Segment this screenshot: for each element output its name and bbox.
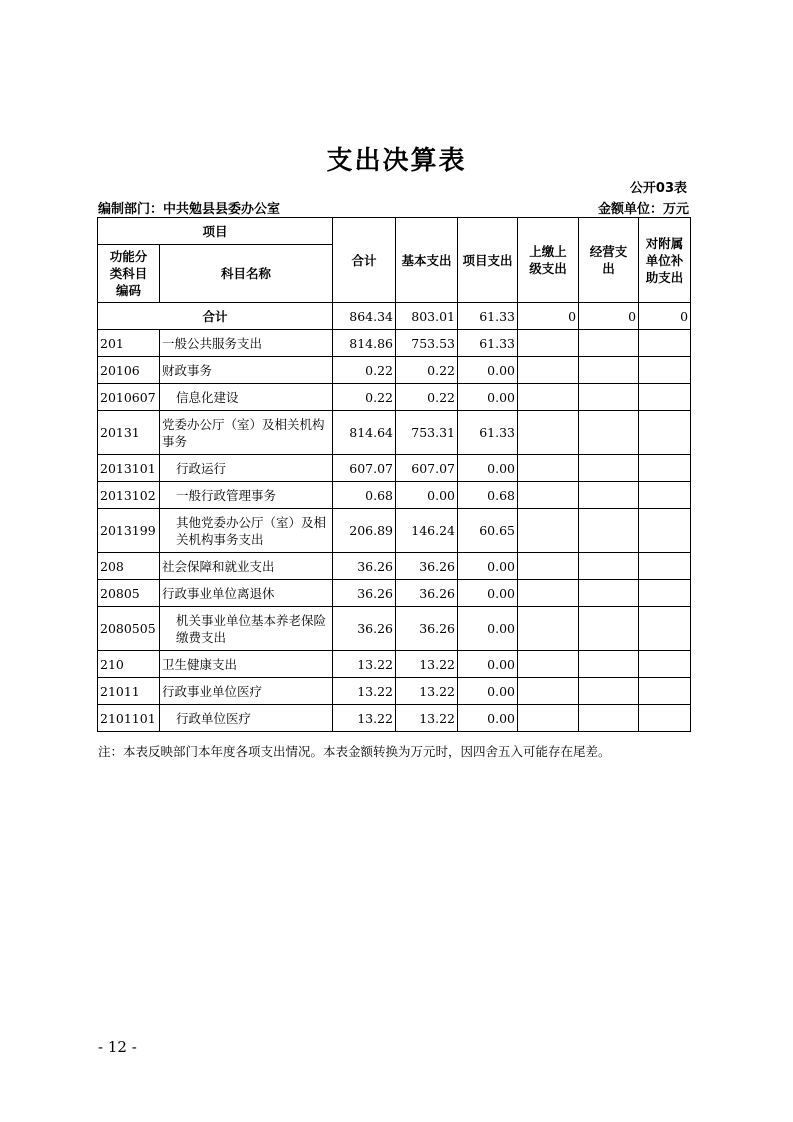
total-row-upper: 0 xyxy=(518,303,579,330)
row-total: 13.22 xyxy=(333,651,396,678)
row-basic: 36.26 xyxy=(396,553,458,580)
row-total: 206.89 xyxy=(333,509,396,553)
total-row-label: 合计 xyxy=(98,303,333,330)
page-title: 支出决算表 xyxy=(326,146,467,176)
row-project-exp: 0.00 xyxy=(458,357,518,384)
row-name: 一般行政管理事务 xyxy=(160,482,333,509)
row-total: 0.22 xyxy=(333,384,396,411)
header-project-exp: 项目支出 xyxy=(458,218,518,303)
total-row-basic: 803.01 xyxy=(396,303,458,330)
row-basic: 13.22 xyxy=(396,705,458,732)
row-total: 814.64 xyxy=(333,411,396,455)
total-row-project-exp: 61.33 xyxy=(458,303,518,330)
row-name: 行政事业单位医疗 xyxy=(160,678,333,705)
row-basic: 13.22 xyxy=(396,678,458,705)
row-basic: 36.26 xyxy=(396,580,458,607)
row-code: 2101101 xyxy=(98,705,160,732)
table-row xyxy=(98,384,691,411)
header-business: 经营支出 xyxy=(579,218,639,303)
row-code: 2013102 xyxy=(98,482,160,509)
row-basic: 36.26 xyxy=(396,607,458,651)
total-row xyxy=(98,303,691,330)
row-project-exp: 61.33 xyxy=(458,330,518,357)
row-code: 2013199 xyxy=(98,509,160,553)
table-row xyxy=(98,455,691,482)
row-name: 行政单位医疗 xyxy=(160,705,333,732)
row-project-exp: 0.00 xyxy=(458,455,518,482)
row-total: 36.26 xyxy=(333,580,396,607)
table-row xyxy=(98,509,691,553)
row-basic: 13.22 xyxy=(396,651,458,678)
total-row-business: 0 xyxy=(579,303,639,330)
row-code: 208 xyxy=(98,553,160,580)
row-name: 行政运行 xyxy=(160,455,333,482)
row-name: 党委办公厅（室）及相关机构事务 xyxy=(160,411,333,455)
table-row xyxy=(98,357,691,384)
row-basic: 0.22 xyxy=(396,357,458,384)
row-project-exp: 0.00 xyxy=(458,607,518,651)
table-row xyxy=(98,651,691,678)
table-note: 注：本表反映部门本年度各项支出情况。本表金额转换为万元时，因四舍五入可能存在尾差。 xyxy=(98,744,611,759)
row-basic: 0.00 xyxy=(396,482,458,509)
row-code: 20131 xyxy=(98,411,160,455)
row-total: 814.86 xyxy=(333,330,396,357)
row-project-exp: 60.65 xyxy=(458,509,518,553)
header-upper: 上缴上级支出 xyxy=(518,218,579,303)
row-name: 其他党委办公厅（室）及相关机构事务支出 xyxy=(160,509,333,553)
row-project-exp: 0.00 xyxy=(458,678,518,705)
row-code: 2010607 xyxy=(98,384,160,411)
row-code: 210 xyxy=(98,651,160,678)
row-name: 一般公共服务支出 xyxy=(160,330,333,357)
table-row xyxy=(98,607,691,651)
row-code: 20106 xyxy=(98,357,160,384)
row-code: 201 xyxy=(98,330,160,357)
header-subsidy: 对附属单位补助支出 xyxy=(639,218,691,303)
row-total: 0.22 xyxy=(333,357,396,384)
table-row xyxy=(98,705,691,732)
table-row xyxy=(98,482,691,509)
row-total: 13.22 xyxy=(333,705,396,732)
header-total: 合计 xyxy=(333,218,396,303)
row-project-exp: 0.00 xyxy=(458,651,518,678)
row-basic: 0.22 xyxy=(396,384,458,411)
header-code: 功能分类科目编码 xyxy=(98,245,160,303)
row-total: 13.22 xyxy=(333,678,396,705)
header-basic: 基本支出 xyxy=(396,218,458,303)
row-code: 21011 xyxy=(98,678,160,705)
table-number: 公开03表 xyxy=(629,181,687,196)
row-code: 2013101 xyxy=(98,455,160,482)
row-name: 行政事业单位离退休 xyxy=(160,580,333,607)
row-name: 财政事务 xyxy=(160,357,333,384)
table-row xyxy=(98,330,691,357)
row-project-exp: 61.33 xyxy=(458,411,518,455)
unit-label: 金额单位：万元 xyxy=(597,202,689,217)
table-row xyxy=(98,678,691,705)
total-row-subsidy: 0 xyxy=(639,303,691,330)
header-name: 科目名称 xyxy=(160,245,333,303)
row-basic: 146.24 xyxy=(396,509,458,553)
row-name: 卫生健康支出 xyxy=(160,651,333,678)
row-project-exp: 0.68 xyxy=(458,482,518,509)
row-name: 社会保障和就业支出 xyxy=(160,553,333,580)
row-project-exp: 0.00 xyxy=(458,553,518,580)
table-row xyxy=(98,553,691,580)
department-label: 编制部门：中共勉县县委办公室 xyxy=(98,202,281,217)
table-row xyxy=(98,580,691,607)
row-project-exp: 0.00 xyxy=(458,705,518,732)
table-row xyxy=(98,411,691,455)
row-code: 20805 xyxy=(98,580,160,607)
expenditure-table xyxy=(97,217,691,732)
row-basic: 753.53 xyxy=(396,330,458,357)
page-number: - 12 - xyxy=(98,1038,137,1056)
row-total: 607.07 xyxy=(333,455,396,482)
row-total: 0.68 xyxy=(333,482,396,509)
row-code: 2080505 xyxy=(98,607,160,651)
row-project-exp: 0.00 xyxy=(458,580,518,607)
header-project: 项目 xyxy=(98,218,333,245)
row-name: 信息化建设 xyxy=(160,384,333,411)
total-row-total: 864.34 xyxy=(333,303,396,330)
row-name: 机关事业单位基本养老保险缴费支出 xyxy=(160,607,333,651)
row-basic: 607.07 xyxy=(396,455,458,482)
row-total: 36.26 xyxy=(333,607,396,651)
row-basic: 753.31 xyxy=(396,411,458,455)
row-total: 36.26 xyxy=(333,553,396,580)
row-project-exp: 0.00 xyxy=(458,384,518,411)
